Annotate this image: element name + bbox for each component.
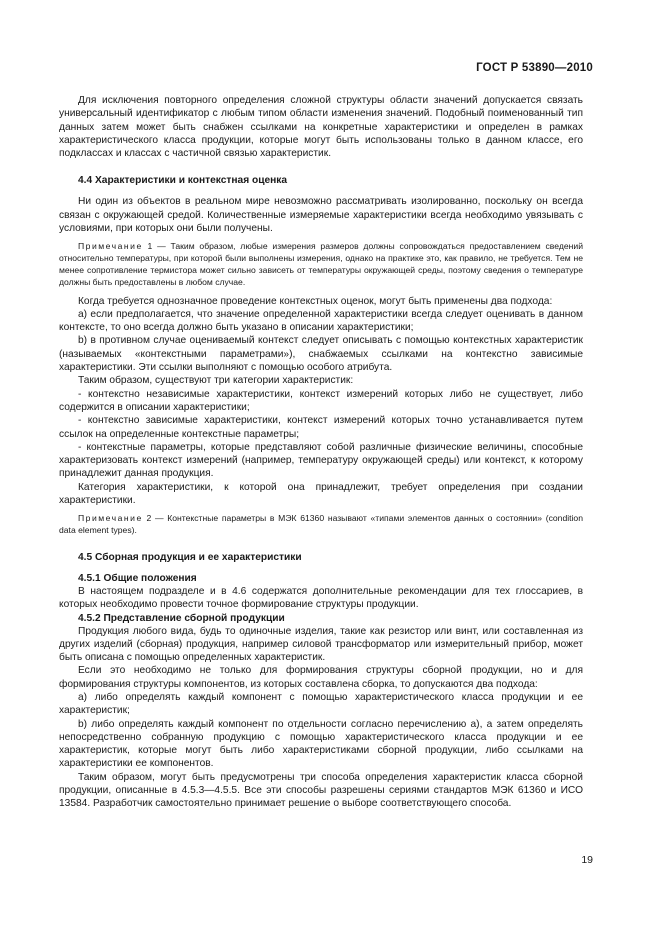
standard-header: ГОСТ Р 53890—2010 (476, 62, 593, 74)
dash-item: - контекстно зависимые характеристики, контекст измерений которых точно устанавливается путем ссылок на определенные контекстные параметры; (59, 415, 583, 440)
list-item-b: b) либо определять каждый компонент по отдельности согласно перечислению а), а затем определять непосредственно собранную продукцию с помощью характеристического класса продукции и ее характеристик, которые могут быть либо характеристиками сборной продукции, либо ссылками на характеристики ее компонентов. (59, 718, 583, 770)
note-1 (59, 241, 583, 288)
list-item-b: b) в противном случае оцениваемый контекст следует описывать с помощью контекстных характеристик (называемых «контекстными параметрами»), снабжаемых ссылками на контекстно зависимые характеристики. Эти ссылки выполняют с помощью особого атрибута. (59, 335, 583, 374)
paragraph: Таким образом, существуют три категории характеристик: (78, 375, 354, 387)
dash-item: - контекстные параметры, которые представляют собой различные физические величины, способные характеризовать контекст измерений (например, температуру окружающей среды) или контекст, к которому принадлежит данная продукция. (59, 441, 583, 480)
paragraph: Для исключения повторного определения сложной структуры области значений допускается связать универсальный идентификатор с любым типом области изменения значений. Подобный поименованный тип данных затем может быть снабжен ссылками на конкретные характеристики и определен в рамках характеристического класса продукции, которые могут быть использованы только в данном классе, его подклассах и классах с частичной связью характеристик. (59, 95, 583, 160)
subsection-heading-4-5-1: 4.5.1 Общие положения (78, 572, 197, 584)
list-item-a: а) либо определять каждый компонент с помощью характеристического класса продукции и ее характеристик; (59, 691, 583, 717)
paragraph: Когда требуется однозначное проведение контекстных оценок, могут быть применены два подхода: (78, 295, 553, 307)
note-label: Примечание (78, 513, 143, 524)
note-label: Примечание (78, 241, 143, 252)
paragraph: В настоящем подразделе и в 4.6 содержатся дополнительные рекомендации для тех глоссариев, в которых необходимо провести точное формирование структуры продукции. (59, 585, 583, 611)
note-2 (59, 513, 583, 537)
paragraph: Если это необходимо не только для формирования структуры сборной продукции, но и для формирования структуры компонентов, из которых составлена сборка, то допускаются два подхода: (59, 665, 583, 690)
dash-item: - контекстно независимые характеристики, контекст измерений которых либо не существует, либо содержится в описании характеристики; (59, 388, 583, 413)
note-text: 1 — Таким образом, любые измерения размеров должны сопровождаться предоставлением сведений относительно температуры, при которой были выполнены измерения, однако на практике это, как правило, не требуется. Тем не менее сопротивление термистора может сильно зависеть от температуры окружающей среды, поэтому сведения о температуре должны быть предоставлены в любом случае. (59, 241, 583, 287)
note-text: 2 — Контекстные параметры в МЭК 61360 называют «типами элементов данных о состоянии» (condition data element types). (59, 513, 583, 536)
paragraph: Таким образом, могут быть предусмотрены три способа определения характеристик класса сборной продукции, описанные в 4.5.3—4.5.5. Все эти способы разрешены сериями стандартов МЭК 61360 и ИСО 13584. Разработчик самостоятельно принимает решение о выборе соответствующего способа. (59, 771, 583, 810)
page-number: 19 (581, 854, 593, 866)
section-heading-4-4: 4.4 Характеристики и контекстная оценка (78, 175, 288, 187)
list-item-a: а) если предполагается, что значение определенной характеристики всегда следует оценивать в данном контексте, то оно всегда должно быть указано в описании характеристики; (59, 308, 583, 334)
document-body (59, 94, 583, 811)
paragraph: Ни один из объектов в реальном мире невозможно рассматривать изолированно, поскольку он всегда связан с окружающей средой. Количественные измеряемые характеристики всегда необходимо увязывать с условиями, при которых они были получены. (59, 196, 583, 235)
section-heading-4-5: 4.5 Сборная продукция и ее характеристики (78, 551, 302, 563)
paragraph: Категория характеристики, к которой она принадлежит, требует определения при создании характеристики. (59, 481, 583, 507)
subsection-heading-4-5-2: 4.5.2 Представление сборной продукции (78, 612, 285, 624)
paragraph: Продукция любого вида, будь то одиночные изделия, такие как резистор или винт, или составленная из других изделий (сборная) продукция, например силовой трансформатор или измерительный прибор, может быть описана с помощью определенных характеристик. (59, 625, 583, 664)
